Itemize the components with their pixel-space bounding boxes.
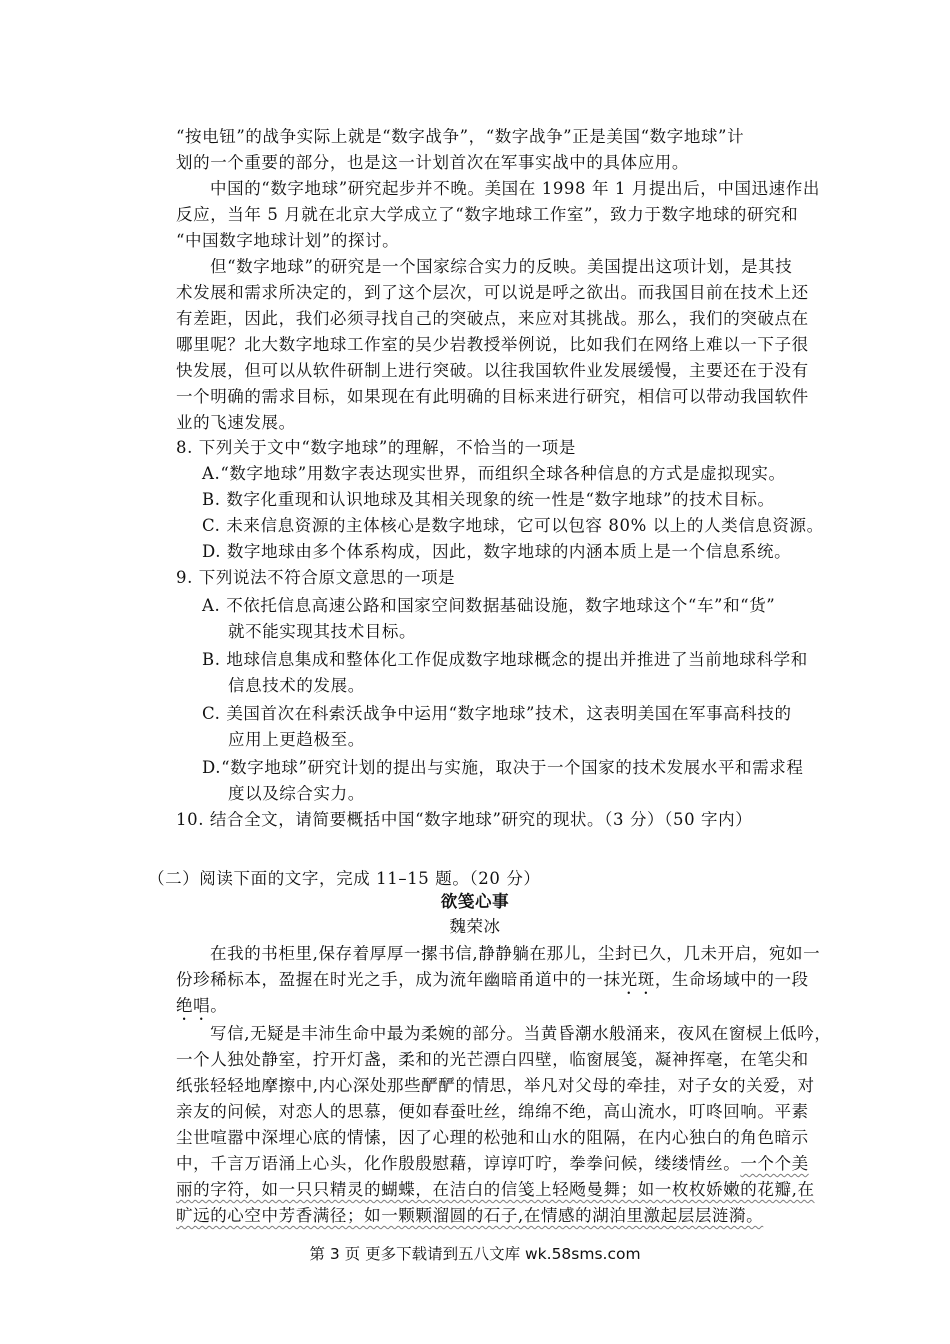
passage1-para1-line2: 划的一个重要的部分，也是这一计划首次在军事实战中的具体应用。 bbox=[176, 153, 689, 172]
article-para1-line2 bbox=[176, 968, 809, 998]
article-para2-line5: 尘世喧嚣中深埋心底的情愫，因了心理的松弛和山水的阻隔，在内心独白的角色暗示 bbox=[176, 1128, 809, 1147]
emphasized-word-juechang: 绝唱 bbox=[176, 996, 211, 1015]
question-8-stem: 8. 下列关于文中“数字地球”的理解，不恰当的一项是 bbox=[176, 438, 576, 457]
article-para1-line2-before: 份珍稀标本，盈握在时光之手，成为流年幽暗甬道中的一抹 bbox=[176, 970, 621, 989]
article-para2-line7 bbox=[176, 1178, 815, 1202]
question-9-option-b-line2: 信息技术的发展。 bbox=[228, 676, 365, 695]
passage1-para3-line3: 有差距，因此，我们必须寻找自己的突破点，来应对其挑战。那么，我们的突破点在 bbox=[176, 309, 809, 328]
article-para1-line3-after: 。 bbox=[210, 996, 228, 1015]
section-2-heading: （二）阅读下面的文字，完成 11–15 题。（20 分） bbox=[148, 869, 541, 888]
passage1-para2-line2: 反应，当年 5 月就在北京大学成立了“数字地球工作室”，致力于数字地球的研究和 bbox=[176, 205, 799, 224]
question-8-option-a: A.“数字地球”用数字表达现实世界，而组织全球各种信息的方式是虚拟现实。 bbox=[202, 464, 786, 483]
question-10-stem: 10. 结合全文，请简要概括中国“数字地球”研究的现状。（3 分）（50 字内） bbox=[176, 810, 753, 829]
article-para1-line1: 在我的书柜里,保存着厚厚一摞书信,静静躺在那儿，尘封已久，几未开启，宛如一 bbox=[210, 944, 821, 963]
article-para2-line6 bbox=[176, 1152, 809, 1176]
passage1-para2-line3: “中国数字地球计划”的探讨。 bbox=[176, 231, 400, 250]
article-title: 欲笺心事 bbox=[440, 892, 510, 911]
wavy-underlined-text-3: 旷远的心空中芳香满径；如一颗颗溜圆的石子,在情感的湖泊里激起层层涟漪。 bbox=[176, 1206, 764, 1225]
article-para2-line1: 写信,无疑是丰沛生命中最为柔婉的部分。当黄昏潮水般涌来，夜风在窗棂上低吟， bbox=[210, 1024, 832, 1043]
passage1-para3-line7: 业的飞速发展。 bbox=[176, 413, 296, 432]
passage1-para3-line2: 术发展和需求所决定的，到了这个层次，可以说是呼之欲出。而我国目前在技术上还 bbox=[176, 283, 809, 302]
question-9-option-d-line1: D.“数字地球”研究计划的提出与实施，取决于一个国家的技术发展水平和需求程 bbox=[202, 758, 804, 777]
question-9-option-c-line1: C. 美国首次在科索沃战争中运用“数字地球”技术，这表明美国在军事高科技的 bbox=[202, 704, 792, 723]
passage1-para1-line1: “按电钮”的战争实际上就是“数字战争”，“数字战争”正是美国“数字地球”计 bbox=[176, 127, 745, 146]
question-9-option-d-line2: 度以及综合实力。 bbox=[228, 784, 365, 803]
question-9-option-a-line1: A. 不依托信息高速公路和国家空间数据基础设施，数字地球这个“车”和“货” bbox=[202, 596, 776, 615]
question-8-option-c: C. 未来信息资源的主体核心是数字地球，它可以包容 80% 以上的人类信息资源。 bbox=[202, 516, 824, 535]
passage1-para3-line6: 一个明确的需求目标，如果现在有此明确的目标来进行研究，相信可以带动我国软件 bbox=[176, 387, 809, 406]
passage1-para2-line1: 中国的“数字地球”研究起步并不晚。美国在 1998 年 1 月提出后，中国迅速作出 bbox=[210, 179, 820, 198]
question-8-option-b: B. 数字化重现和认识地球及其相关现象的统一性是“数字地球”的技术目标。 bbox=[202, 490, 775, 509]
passage1-para3-line5: 快发展，但可以从软件研制上进行突破。以往我国软件业发展缓慢，主要还在于没有 bbox=[176, 361, 809, 380]
question-8-option-d: D. 数字地球由多个体系构成，因此，数字地球的内涵本质上是一个信息系统。 bbox=[202, 542, 792, 561]
article-author: 魏荣冰 bbox=[449, 917, 501, 936]
article-para2-line4: 亲友的问候，对恋人的思慕，便如春蚕吐丝，绵绵不绝，高山流水，叮咚回响。平素 bbox=[176, 1102, 809, 1121]
article-para2-line8 bbox=[176, 1204, 763, 1228]
question-9-stem: 9. 下列说法不符合原文意思的一项是 bbox=[176, 568, 456, 587]
passage1-para3-line4: 哪里呢？北大数字地球工作室的吴少岩教授举例说，比如我们在网络上难以一下子很 bbox=[176, 335, 809, 354]
article-para1-line2-after: ，生命场域中的一段 bbox=[654, 970, 809, 989]
article-para2-line2: 一个人独处静室，拧开灯盏，柔和的光芒漂白四壁，临窗展笺，凝神挥毫，在笔尖和 bbox=[176, 1050, 809, 1069]
question-9-option-c-line2: 应用上更趋极至。 bbox=[228, 730, 365, 749]
question-9-option-b-line1: B. 地球信息集成和整体化工作促成数字地球概念的提出并推进了当前地球科学和 bbox=[202, 650, 808, 669]
emphasized-word-guangban: 光斑 bbox=[620, 970, 655, 989]
page-footer: 第 3 页 更多下载请到五八文库 wk.58sms.com bbox=[309, 1245, 641, 1263]
wavy-underlined-text-1: 一个个美 bbox=[740, 1154, 809, 1173]
question-9-option-a-line2: 就不能实现其技术目标。 bbox=[228, 622, 417, 641]
article-para2-line6-before: 中，千言万语涌上心头，化作殷殷慰藉，谆谆叮咛，拳拳问候，缕缕情丝。 bbox=[176, 1154, 741, 1173]
article-para1-line3 bbox=[176, 994, 227, 1024]
passage1-para3-line1: 但“数字地球”的研究是一个国家综合实力的反映。美国提出这项计划，是其技 bbox=[210, 257, 793, 276]
article-para2-line3: 纸张轻轻地摩擦中,内心深处那些酽酽的情思，举凡对父母的牵挂，对子女的关爱，对 bbox=[176, 1076, 815, 1095]
wavy-underlined-text-2: 丽的字符，如一只只精灵的蝴蝶，在洁白的信笺上轻飏曼舞；如一枚枚娇嫩的花瓣,在 bbox=[176, 1180, 815, 1199]
